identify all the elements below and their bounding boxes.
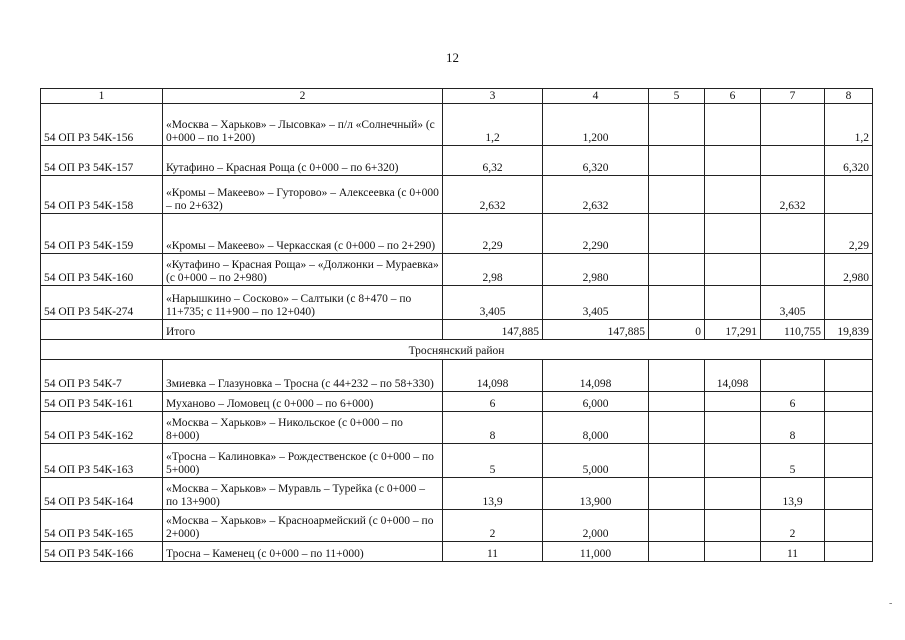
road-code: 54 ОП РЗ 54К-159 <box>41 214 163 254</box>
cell-col5 <box>649 286 705 320</box>
cell-col5 <box>649 360 705 392</box>
cell-col5 <box>649 392 705 412</box>
cell-col3: 13,9 <box>443 478 543 510</box>
cell-col3: 2,98 <box>443 254 543 286</box>
cell-col8 <box>825 542 873 562</box>
road-code: 54 ОП РЗ 54К-161 <box>41 392 163 412</box>
header-cell-5: 5 <box>649 89 705 104</box>
cell-col5 <box>649 104 705 146</box>
cell-col8 <box>825 412 873 444</box>
cell-col3: 2,632 <box>443 176 543 214</box>
cell-col6 <box>705 286 761 320</box>
cell-col4: 1,200 <box>543 104 649 146</box>
road-name: «Кромы – Макеево» – Гуторово» – Алексеевка (с 0+000 – по 2+632) <box>163 176 443 214</box>
cell-col3: 14,098 <box>443 360 543 392</box>
cell-col6 <box>705 146 761 176</box>
cell-col6 <box>705 412 761 444</box>
cell-col7: 8 <box>761 412 825 444</box>
cell-col7 <box>761 360 825 392</box>
cell-col3: 2 <box>443 510 543 542</box>
road-name: Змиевка – Глазуновка – Тросна (с 44+232 – по 58+330) <box>163 360 443 392</box>
table-row <box>41 254 873 286</box>
table-row <box>41 542 873 562</box>
cell-col6 <box>705 478 761 510</box>
road-code: 54 ОП РЗ 54К-274 <box>41 286 163 320</box>
total-col7: 110,755 <box>761 320 825 340</box>
road-code: 54 ОП РЗ 54К-7 <box>41 360 163 392</box>
cell-col4: 2,632 <box>543 176 649 214</box>
cell-col3: 6 <box>443 392 543 412</box>
section-row <box>41 340 873 360</box>
header-cell-7: 7 <box>761 89 825 104</box>
table-row <box>41 412 873 444</box>
cell-col7: 11 <box>761 542 825 562</box>
cell-col8 <box>825 176 873 214</box>
cell-col7: 3,405 <box>761 286 825 320</box>
total-label: Итого <box>163 320 443 340</box>
cell-col7: 5 <box>761 444 825 478</box>
cell-col4: 14,098 <box>543 360 649 392</box>
header-cell-3: 3 <box>443 89 543 104</box>
cell-col6 <box>705 444 761 478</box>
cell-col4: 13,900 <box>543 478 649 510</box>
table-row <box>41 510 873 542</box>
header-cell-6: 6 <box>705 89 761 104</box>
total-row <box>41 320 873 340</box>
cell-col8 <box>825 360 873 392</box>
cell-col8: 6,320 <box>825 146 873 176</box>
cell-col4: 11,000 <box>543 542 649 562</box>
cell-col5 <box>649 444 705 478</box>
table-row <box>41 478 873 510</box>
cell-col5 <box>649 146 705 176</box>
cell-col8: 2,29 <box>825 214 873 254</box>
cell-col5 <box>649 510 705 542</box>
road-code: 54 ОП РЗ 54К-160 <box>41 254 163 286</box>
cell-col7 <box>761 254 825 286</box>
cell-col4: 6,320 <box>543 146 649 176</box>
cell-col6 <box>705 542 761 562</box>
cell-col3: 6,32 <box>443 146 543 176</box>
header-row <box>41 89 873 104</box>
road-name: Муханово – Ломовец (с 0+000 – по 6+000) <box>163 392 443 412</box>
cell-col6: 14,098 <box>705 360 761 392</box>
cell-col8 <box>825 510 873 542</box>
road-name: «Москва – Харьков» – Никольское (с 0+000 – по 8+000) <box>163 412 443 444</box>
road-code: 54 ОП РЗ 54К-162 <box>41 412 163 444</box>
cell-col5 <box>649 542 705 562</box>
road-name: «Москва – Харьков» – Красноармейский (с 0+000 – по 2+000) <box>163 510 443 542</box>
cell-col4: 2,290 <box>543 214 649 254</box>
road-name: «Москва – Харьков» – Лысовка» – п/л «Солнечный» (с 0+000 – по 1+200) <box>163 104 443 146</box>
page-number: 12 <box>446 50 459 65</box>
cell-col8 <box>825 286 873 320</box>
total-col5: 0 <box>649 320 705 340</box>
cell-col4: 2,000 <box>543 510 649 542</box>
cell-col3: 5 <box>443 444 543 478</box>
cell-col5 <box>649 254 705 286</box>
header-cell-4: 4 <box>543 89 649 104</box>
road-code: 54 ОП РЗ 54К-165 <box>41 510 163 542</box>
cell-col5 <box>649 176 705 214</box>
cell-col6 <box>705 104 761 146</box>
header-cell-8: 8 <box>825 89 873 104</box>
cell-col3: 8 <box>443 412 543 444</box>
cell-col3: 3,405 <box>443 286 543 320</box>
total-col6: 17,291 <box>705 320 761 340</box>
table-row <box>41 444 873 478</box>
road-name: Кутафино – Красная Роща (с 0+000 – по 6+320) <box>163 146 443 176</box>
road-name: «Нарышкино – Сосково» – Салтыки (с 8+470 – по 11+735; с 11+900 – по 12+040) <box>163 286 443 320</box>
cell-col6 <box>705 510 761 542</box>
road-name: «Москва – Харьков» – Муравль – Турейка (с 0+000 – по 13+900) <box>163 478 443 510</box>
cell-col4: 2,980 <box>543 254 649 286</box>
road-code: 54 ОП РЗ 54К-166 <box>41 542 163 562</box>
cell-col7: 2 <box>761 510 825 542</box>
cell-col7: 2,632 <box>761 176 825 214</box>
cell-col7 <box>761 146 825 176</box>
road-code: 54 ОП РЗ 54К-156 <box>41 104 163 146</box>
table-row <box>41 214 873 254</box>
cell-col5 <box>649 478 705 510</box>
road-name: «Тросна – Калиновка» – Рождественское (с 0+000 – по 5+000) <box>163 444 443 478</box>
cell-col3: 1,2 <box>443 104 543 146</box>
cell-col3: 2,29 <box>443 214 543 254</box>
cell-col5 <box>649 412 705 444</box>
table-row <box>41 176 873 214</box>
road-name: «Кромы – Макеево» – Черкасская (с 0+000 – по 2+290) <box>163 214 443 254</box>
header-cell-1: 1 <box>41 89 163 104</box>
cell-col8: 2,980 <box>825 254 873 286</box>
table-row <box>41 360 873 392</box>
cell-col3: 11 <box>443 542 543 562</box>
cell-col6 <box>705 176 761 214</box>
cell-col8 <box>825 392 873 412</box>
cell-col5 <box>649 214 705 254</box>
roads-table <box>40 88 873 562</box>
cell-col7 <box>761 104 825 146</box>
table-row <box>41 104 873 146</box>
cell-col6 <box>705 254 761 286</box>
cell-col7: 6 <box>761 392 825 412</box>
section-title: Троснянский район <box>41 340 873 360</box>
road-code: 54 ОП РЗ 54К-163 <box>41 444 163 478</box>
total-col8: 19,839 <box>825 320 873 340</box>
cell-col8: 1,2 <box>825 104 873 146</box>
cell-col4: 6,000 <box>543 392 649 412</box>
road-code: 54 ОП РЗ 54К-164 <box>41 478 163 510</box>
total-col4: 147,885 <box>543 320 649 340</box>
table-row <box>41 392 873 412</box>
cell-col4: 3,405 <box>543 286 649 320</box>
total-col3: 147,885 <box>443 320 543 340</box>
cell-col7: 13,9 <box>761 478 825 510</box>
cell-col4: 5,000 <box>543 444 649 478</box>
road-name: Тросна – Каменец (с 0+000 – по 11+000) <box>163 542 443 562</box>
cell-col7 <box>761 214 825 254</box>
table-row <box>41 146 873 176</box>
cell-col8 <box>825 478 873 510</box>
road-name: «Кутафино – Красная Роща» – «Должонки – Мураевка» (с 0+000 – по 2+980) <box>163 254 443 286</box>
cell-col8 <box>825 444 873 478</box>
header-cell-2: 2 <box>163 89 443 104</box>
cell-col6 <box>705 392 761 412</box>
cell-col4: 8,000 <box>543 412 649 444</box>
road-code: 54 ОП РЗ 54К-158 <box>41 176 163 214</box>
table-row <box>41 286 873 320</box>
road-code: 54 ОП РЗ 54К-157 <box>41 146 163 176</box>
cell-col6 <box>705 214 761 254</box>
scan-artifact: ‐ <box>889 598 893 609</box>
